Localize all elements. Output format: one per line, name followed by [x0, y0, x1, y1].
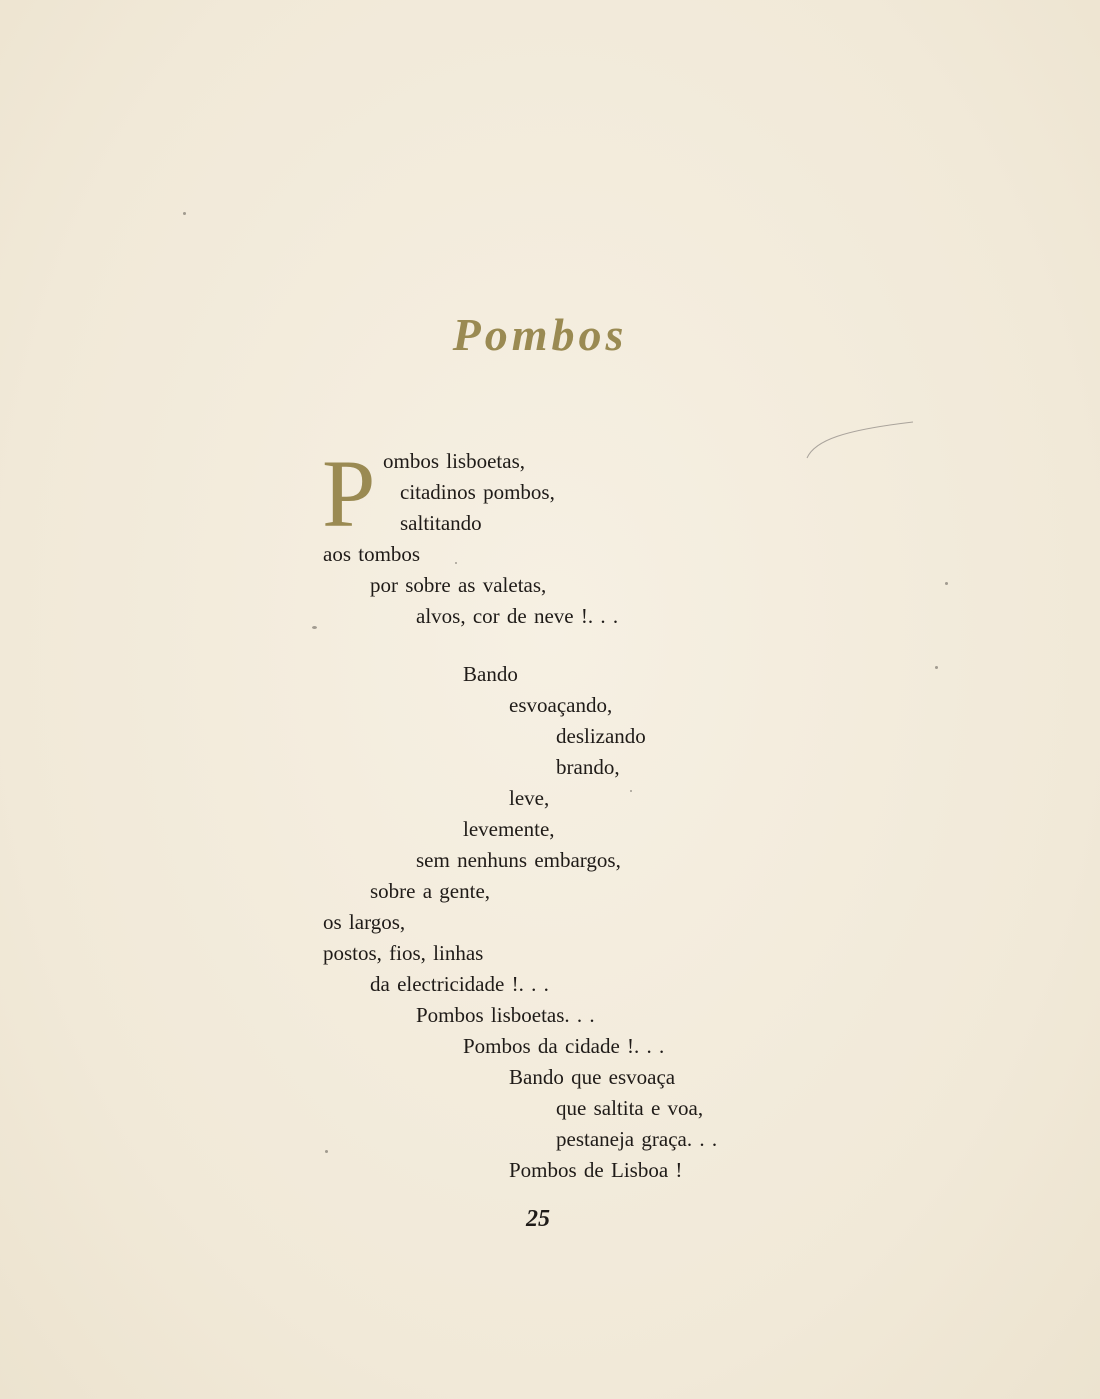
poem-line-18: Pombos lisboetas. . .	[416, 1003, 595, 1027]
poem-line-12: levemente,	[463, 817, 555, 841]
poem-line-23: Pombos de Lisboa !	[509, 1158, 683, 1182]
poem-line-1: ombos lisboetas,	[383, 449, 525, 473]
poem-line-20: Bando que esvoaça	[509, 1065, 676, 1089]
poem-line-22: pestaneja graça. . .	[556, 1127, 718, 1151]
poem-line-10: brando,	[556, 755, 620, 779]
page-number: 25	[526, 1206, 550, 1232]
poem-line-16: postos, fios, linhas	[323, 941, 484, 965]
poem-line-21: que saltita e voa,	[556, 1096, 704, 1120]
poem-line-15: os largos,	[323, 910, 406, 934]
poem-line-5: por sobre as valetas,	[370, 573, 547, 597]
poem-line-19: Pombos da cidade !. . .	[463, 1034, 665, 1058]
poem-line-11: leve,	[509, 786, 550, 810]
paper-scratch	[805, 420, 915, 460]
poem-line-3: saltitando	[400, 511, 482, 535]
poem-title: Pombos	[452, 309, 628, 360]
poem-line-8: esvoaçando,	[509, 693, 613, 717]
poem-line-7: Bando	[463, 662, 518, 686]
poem-line-4: aos tombos	[323, 542, 421, 566]
poem-line-2: citadinos pombos,	[400, 480, 555, 504]
poem-line-13: sem nenhuns embargos,	[416, 848, 621, 872]
poem-line-14: sobre a gente,	[370, 879, 491, 903]
drop-cap-letter: P	[322, 440, 376, 547]
poem-line-6: alvos, cor de neve !. . .	[416, 604, 619, 628]
poem-line-9: deslizando	[556, 724, 646, 748]
poem-line-17: da electricidade !. . .	[370, 972, 549, 996]
